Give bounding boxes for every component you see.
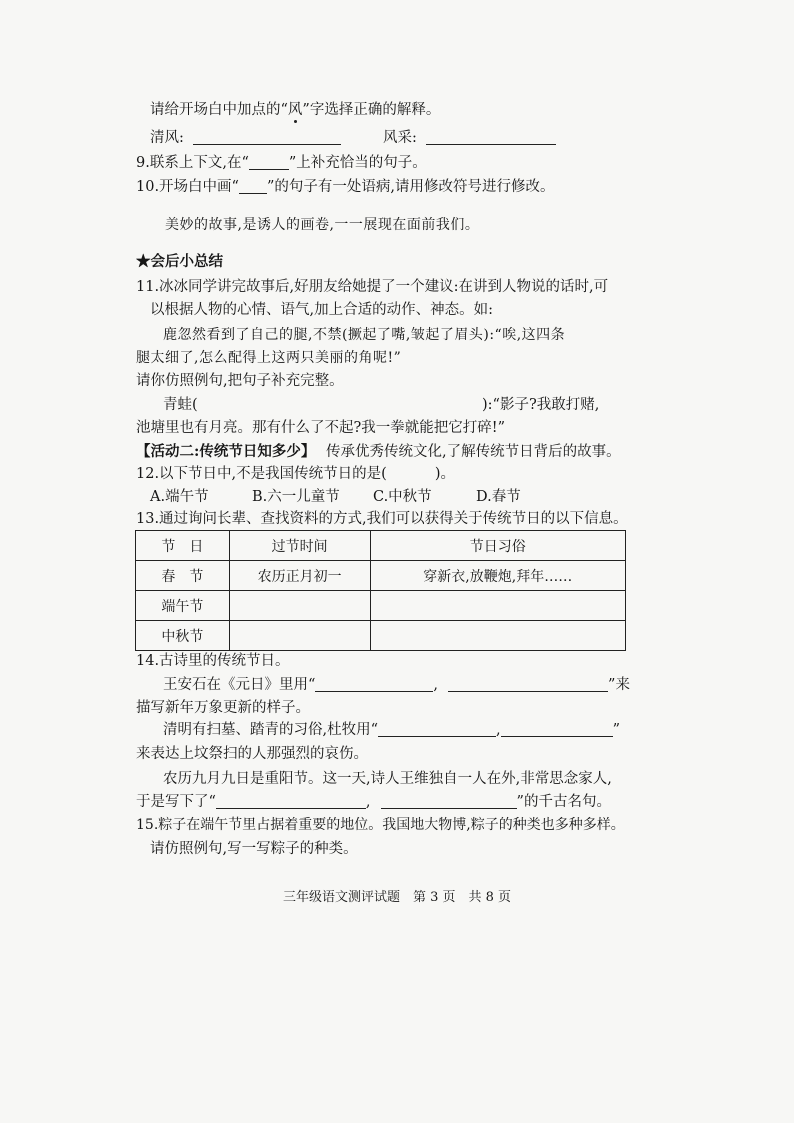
q14-p2: 清明有扫墓、踏青的习俗,杜牧用“ , ” xyxy=(163,722,621,738)
yuanri-blank-1[interactable] xyxy=(315,677,433,692)
table-cell-festival: 春 节 xyxy=(136,561,230,591)
q11-line1: 11.冰冰同学讲完故事后,好朋友给她提了一个建议:在讲到人物说的话时,可 xyxy=(136,279,609,295)
q12-option-c[interactable]: C.中秋节 xyxy=(373,489,432,505)
q14-p2-line2: 来表达上坟祭扫的人那强烈的哀伤。 xyxy=(136,746,368,762)
q14-p3-line1: 农历九月九日是重阳节。这一天,诗人王维独自一人在外,非常思念家人, xyxy=(163,771,612,787)
qingming-blank-1[interactable] xyxy=(378,722,496,737)
activity2-title: 【活动二:传统节日知多少】 xyxy=(136,443,316,460)
q12-question: 12.以下节日中,不是我国传统节日的是( )。 xyxy=(136,466,455,482)
activity2-heading xyxy=(136,442,621,462)
table-header: 节 日 xyxy=(136,531,230,561)
q11-example-line2: 腿太细了,怎么配得上这两只美丽的角呢!” xyxy=(136,350,402,366)
q9-blank-sample xyxy=(249,155,289,170)
activity2-desc: 传承优秀传统文化,了解传统节日背后的故事。 xyxy=(325,444,621,460)
table-cell-date[interactable] xyxy=(229,591,370,621)
q10-underline-sample xyxy=(239,179,267,194)
table-row xyxy=(136,621,626,651)
dotted-feng: 风 xyxy=(287,102,303,118)
q9: 9.联系上下文,在“ ”上补充恰当的句子。 xyxy=(136,155,427,171)
table-cell-customs[interactable] xyxy=(370,591,625,621)
q11-frog-end: ):“影子?我敢打赌, xyxy=(482,397,600,413)
qingfeng-blank[interactable] xyxy=(193,130,341,145)
q8-fengcai-row xyxy=(383,128,556,148)
table-cell-festival: 中秋节 xyxy=(136,621,230,651)
q11-instruction: 请你仿照例句,把句子补充完整。 xyxy=(136,373,344,389)
q8-intro: 请给开场白中加点的“风”字选择正确的解释。 xyxy=(150,102,441,118)
q15-line2: 请仿照例句,写一写粽子的种类。 xyxy=(150,841,358,857)
table-row xyxy=(136,561,626,591)
summary-heading: ★会后小总结 xyxy=(136,253,223,270)
qingming-blank-2[interactable] xyxy=(501,722,613,737)
q8-qingfeng-row xyxy=(150,128,341,148)
q11-frog-line2: 池塘里也有月亮。那有什么了不起?我一拳就能把它打碎!” xyxy=(136,420,506,436)
table-cell-customs: 穿新衣,放鞭炮,拜年…… xyxy=(370,561,625,591)
qingfeng-label: 清风: xyxy=(150,130,184,146)
q12-option-a[interactable]: A.端午节 xyxy=(150,489,209,505)
q14-title: 14.古诗里的传统节日。 xyxy=(136,653,290,669)
yuanri-blank-2[interactable] xyxy=(448,677,608,692)
frog-action-blank[interactable] xyxy=(212,392,478,412)
q14-p1: 王安石在《元日》里用“ , ”来 xyxy=(163,677,630,693)
q14-p3: 于是写下了“ , ”的千古名句。 xyxy=(136,794,611,810)
table-cell-date[interactable] xyxy=(229,621,370,651)
q11-frog-start: 青蛙( xyxy=(163,397,198,413)
fengcai-label: 风采: xyxy=(383,130,417,146)
festival-table xyxy=(135,530,626,651)
table-cell-festival: 端午节 xyxy=(136,591,230,621)
table-header-row xyxy=(136,531,626,561)
q10: 10.开场白中画“ ”的句子有一处语病,请用修改符号进行修改。 xyxy=(136,179,555,195)
faulty-sentence[interactable]: 美妙的故事,是诱人的画卷,一一展现在面前我们。 xyxy=(165,217,480,233)
q11-line2: 以根据人物的心情、语气,加上合适的动作、神态。如: xyxy=(150,302,493,318)
q13-question: 13.通过询问长辈、查找资料的方式,我们可以获得关于传统节日的以下信息。 xyxy=(136,511,628,527)
table-row xyxy=(136,591,626,621)
q14-p1-line2: 描写新年万象更新的样子。 xyxy=(136,700,310,716)
table-header: 过节时间 xyxy=(229,531,370,561)
chongyang-blank-2[interactable] xyxy=(381,794,517,809)
page-footer: 三年级语文测评试题 第 3 页 共 8 页 xyxy=(282,890,512,905)
q12-option-d[interactable]: D.春节 xyxy=(476,489,521,505)
table-header: 节日习俗 xyxy=(370,531,625,561)
chongyang-blank-1[interactable] xyxy=(216,794,366,809)
table-cell-date: 农历正月初一 xyxy=(229,561,370,591)
q11-example-line1: 鹿忽然看到了自己的腿,不禁(撅起了嘴,皱起了眉头):“唉,这四条 xyxy=(163,327,566,343)
q15-line1: 15.粽子在端午节里占据着重要的地位。我国地大物博,粽子的种类也多种多样。 xyxy=(136,817,625,833)
fengcai-blank[interactable] xyxy=(426,130,556,145)
table-cell-customs[interactable] xyxy=(370,621,625,651)
q12-option-b[interactable]: B.六一儿童节 xyxy=(252,489,340,505)
